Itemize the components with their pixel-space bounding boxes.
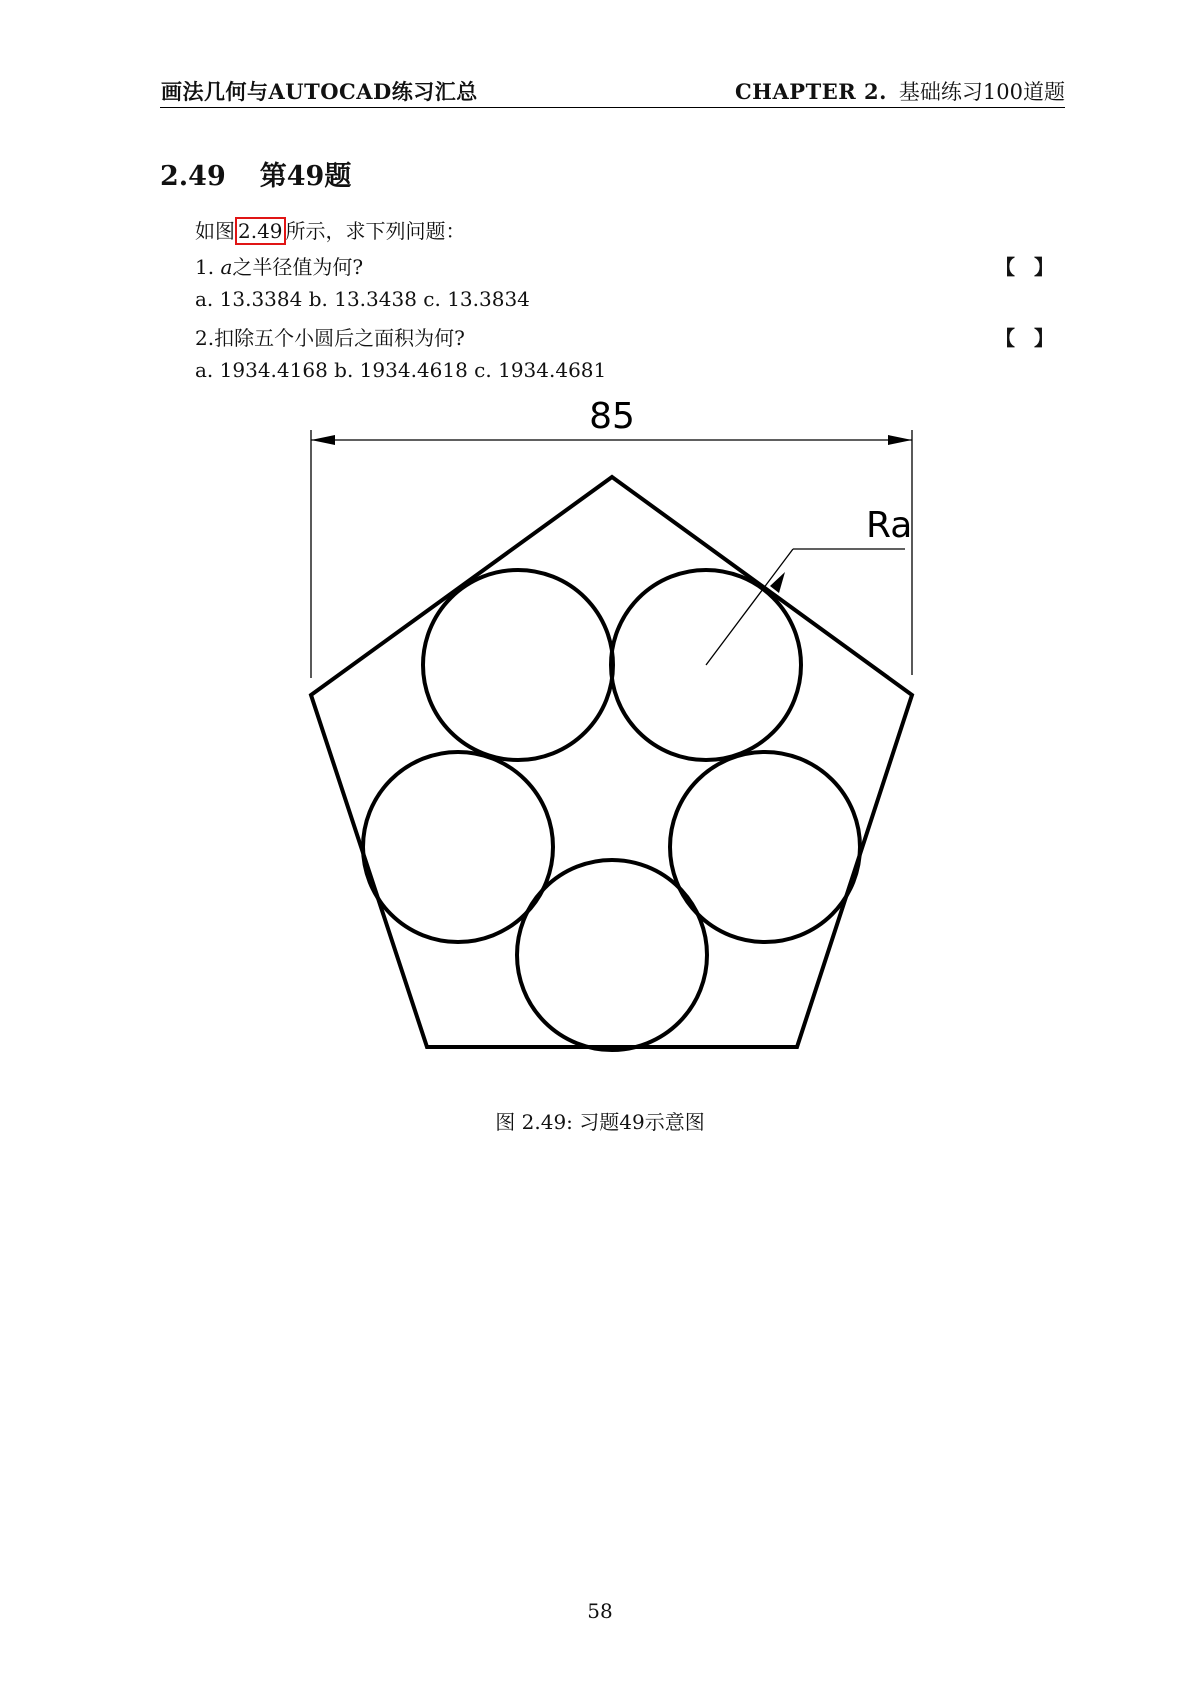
question-1-answer-bracket: 【 】	[995, 255, 1060, 279]
section-number: 2.49	[160, 161, 226, 192]
chapter-number: CHAPTER 2.	[734, 79, 887, 104]
pentagon	[311, 477, 912, 1047]
radius-label: Ra	[866, 505, 913, 546]
question-1-text: 之半径值为何?	[232, 255, 364, 279]
question-1-variable: a	[220, 255, 233, 279]
chapter-title: 基础练习100道题	[898, 80, 1065, 104]
intro-prefix: 如图	[195, 219, 235, 243]
radius-arrow	[770, 572, 785, 593]
question-2-answer-bracket: 【 】	[995, 326, 1060, 350]
question-2-text: 扣除五个小圆后之面积为何?	[214, 326, 465, 350]
dimension-arrow-right	[888, 435, 912, 445]
question-1-options: a. 13.3384 b. 13.3438 c. 13.3834	[195, 287, 530, 311]
running-header-title: 画法几何与AUTOCAD练习汇总	[161, 79, 478, 104]
intro-suffix: 所示，求下列问题：	[285, 219, 466, 243]
small-circle	[517, 860, 707, 1050]
dimension-arrow-left	[311, 435, 335, 445]
figure-reference-link[interactable]: 2.49	[235, 217, 286, 245]
small-circle	[423, 570, 613, 760]
question-1-number: 1.	[195, 255, 221, 279]
question-2-number: 2.	[195, 326, 215, 350]
page-number: 58	[587, 1599, 613, 1623]
dimension-label: 85	[589, 396, 635, 437]
figure-caption: 图 2.49: 习题49示意图	[495, 1110, 705, 1134]
question-2-options: a. 1934.4168 b. 1934.4618 c. 1934.4681	[195, 358, 607, 382]
section-title: 第49题	[259, 161, 352, 192]
